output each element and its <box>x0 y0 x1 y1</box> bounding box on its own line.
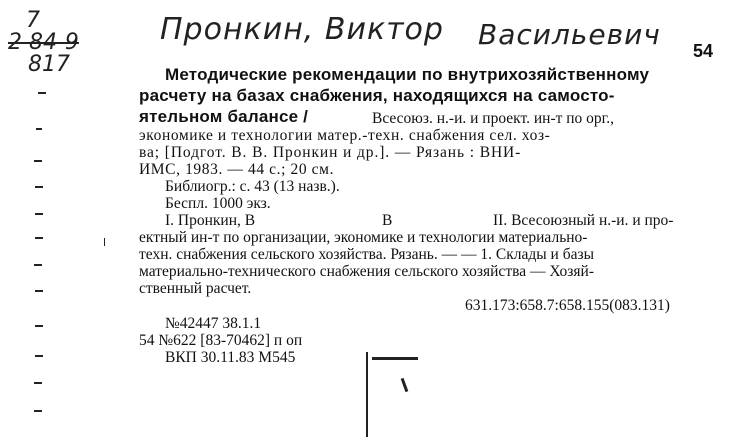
tracing-initial: В <box>382 212 393 229</box>
margin-mark <box>36 128 42 130</box>
title-line-1: Методические рекомендации по внутрихозяйственному <box>165 65 650 84</box>
scratch-line <box>372 357 418 360</box>
shelf-mark-top: 7 <box>26 8 40 33</box>
handwritten-shelf-mark <box>8 10 79 76</box>
margin-mark <box>35 325 43 327</box>
registry-line-3: ВКП 30.11.83 М545 <box>165 349 296 366</box>
body-line-12: ственный расчет. <box>139 280 252 297</box>
body-line-2: экономике и технологии матер.-техн. снабжения сел. хоз- <box>139 127 551 144</box>
registry-line-2: 54 №622 [83-70462] п оп <box>139 332 303 349</box>
bibliography-note: Библиогр.: с. 43 (13 назв.). <box>165 178 340 195</box>
title-line-3: ятельном балансе / <box>139 107 309 126</box>
margin-mark <box>35 355 43 357</box>
body-line-4: ИМС, 1983. — 44 с.; 20 см. <box>139 161 335 178</box>
print-run: Беспл. 1000 экз. <box>165 195 271 212</box>
margin-mark <box>34 382 42 384</box>
handwritten-author-name: Пронкин, Виктор <box>160 12 444 47</box>
body-line-11: материально-технического снабжения сельского хозяйства — Хозяй- <box>139 263 595 280</box>
shelf-mark-middle: 2 84-9 <box>8 30 79 55</box>
margin-mark <box>35 290 43 292</box>
udc-index: 631.173:658.7:658.155(083.131) <box>465 297 670 314</box>
registry-line-1: №42447 38.1.1 <box>165 315 262 332</box>
margin-mark <box>35 237 43 239</box>
margin-mark <box>34 160 42 162</box>
body-line-10: техн. снабжения сельского хозяйства. Рязань. — — 1. Склады и базы <box>139 246 595 263</box>
body-line-1: Всесоюз. н.-и. и проект. ин-т по орг., <box>372 110 615 127</box>
tracing-organization: II. Всесоюзный н.-и. и про- <box>493 212 674 229</box>
title-line-2: расчету на базах снабжения, находящихся на самосто- <box>139 86 615 105</box>
scratch-line <box>401 378 409 392</box>
body-line-3: ва; [Подгот. В. В. Пронкин и др.]. — Рязань : ВНИ- <box>139 144 522 161</box>
body-line-9: ектный ин-т по организации, экономике и технологии материально- <box>139 229 588 246</box>
page-number: 54 <box>693 41 714 61</box>
shelf-mark-bottom: 817 <box>28 52 70 77</box>
margin-mark <box>104 238 105 246</box>
handwritten-patronymic: Васильевич <box>478 18 661 51</box>
margin-mark <box>34 410 42 412</box>
margin-mark <box>38 92 46 94</box>
scratch-line <box>366 352 368 437</box>
margin-mark <box>35 213 43 215</box>
margin-mark <box>34 264 42 266</box>
margin-mark <box>35 186 43 188</box>
tracing-author: I. Пронкин, В <box>165 212 256 229</box>
